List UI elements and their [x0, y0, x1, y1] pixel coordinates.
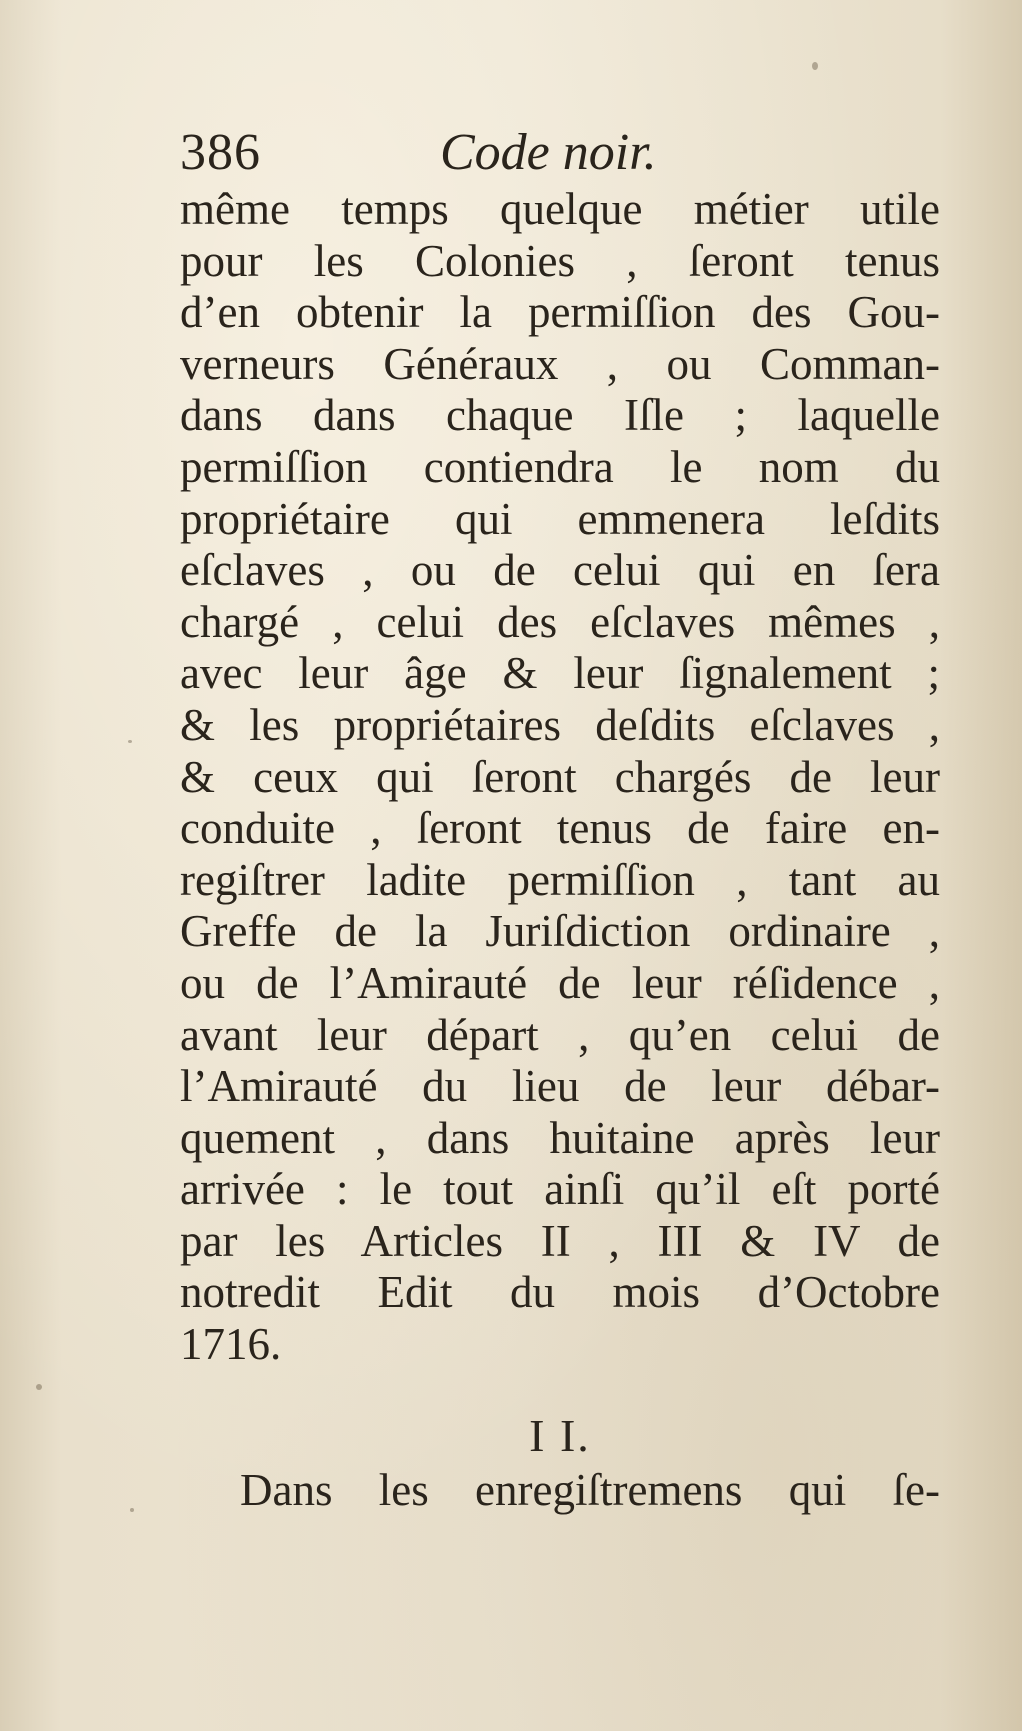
page-number: 386 — [180, 124, 261, 181]
text-line: quement , dans huitaine après leur — [180, 1112, 940, 1163]
text-line: avec leur âge & leur ſignalement ; — [180, 648, 940, 699]
running-title: Code noir. — [440, 124, 657, 181]
text-line: conduite , ſeront tenus de faire en- — [180, 803, 940, 854]
page-header — [180, 118, 940, 188]
text-line: Greffe de la Juriſdiction ordinaire , — [180, 906, 940, 957]
paper-speck — [36, 1384, 42, 1390]
text-line: même temps quelque métier utile — [180, 184, 940, 234]
text-line: propriétaire qui emmenera leſdits — [180, 493, 940, 544]
text-line: eſclaves , ou de celui qui en ſera — [180, 545, 940, 596]
text-line: ou de l’Amirauté de leur réſidence , — [180, 957, 940, 1008]
text-line: avant leur départ , qu’en celui de — [180, 1009, 940, 1060]
text-line: l’Amirauté du lieu de leur débar- — [180, 1061, 940, 1112]
text-line: par les Articles II , III & IV de — [180, 1215, 940, 1266]
paper-speck — [130, 1508, 134, 1512]
section-number: I I. — [529, 1410, 591, 1461]
text-line: & les propriétaires deſdits eſclaves , — [180, 699, 940, 750]
text-line: verneurs Généraux , ou Comman- — [180, 338, 940, 389]
text-line: d’en obtenir la permiſſion des Gou- — [180, 287, 940, 338]
text-line: permiſſion contiendra le nom du — [180, 441, 940, 492]
paper-speck — [128, 740, 132, 743]
text-line: pour les Colonies , ſeront tenus — [180, 235, 940, 286]
body-paragraph — [180, 184, 940, 1371]
text-line: regiſtrer ladite permiſſion , tant au — [180, 854, 940, 905]
text-line: chargé , celui des eſclaves mêmes , — [180, 596, 940, 647]
paper-speck — [812, 62, 818, 70]
text-line: & ceux qui ſeront chargés de leur — [180, 751, 940, 802]
text-line: notredit Edit du mois d’Octobre — [180, 1267, 940, 1318]
text-line: arrivée : le tout ainſi qu’il eſt porté — [180, 1164, 940, 1215]
next-paragraph-start: Dans les enregiſtremens qui ſe- — [240, 1465, 940, 1515]
text-line: 1716. — [180, 1319, 282, 1370]
text-line: dans dans chaque Iſle ; laquelle — [180, 390, 940, 441]
